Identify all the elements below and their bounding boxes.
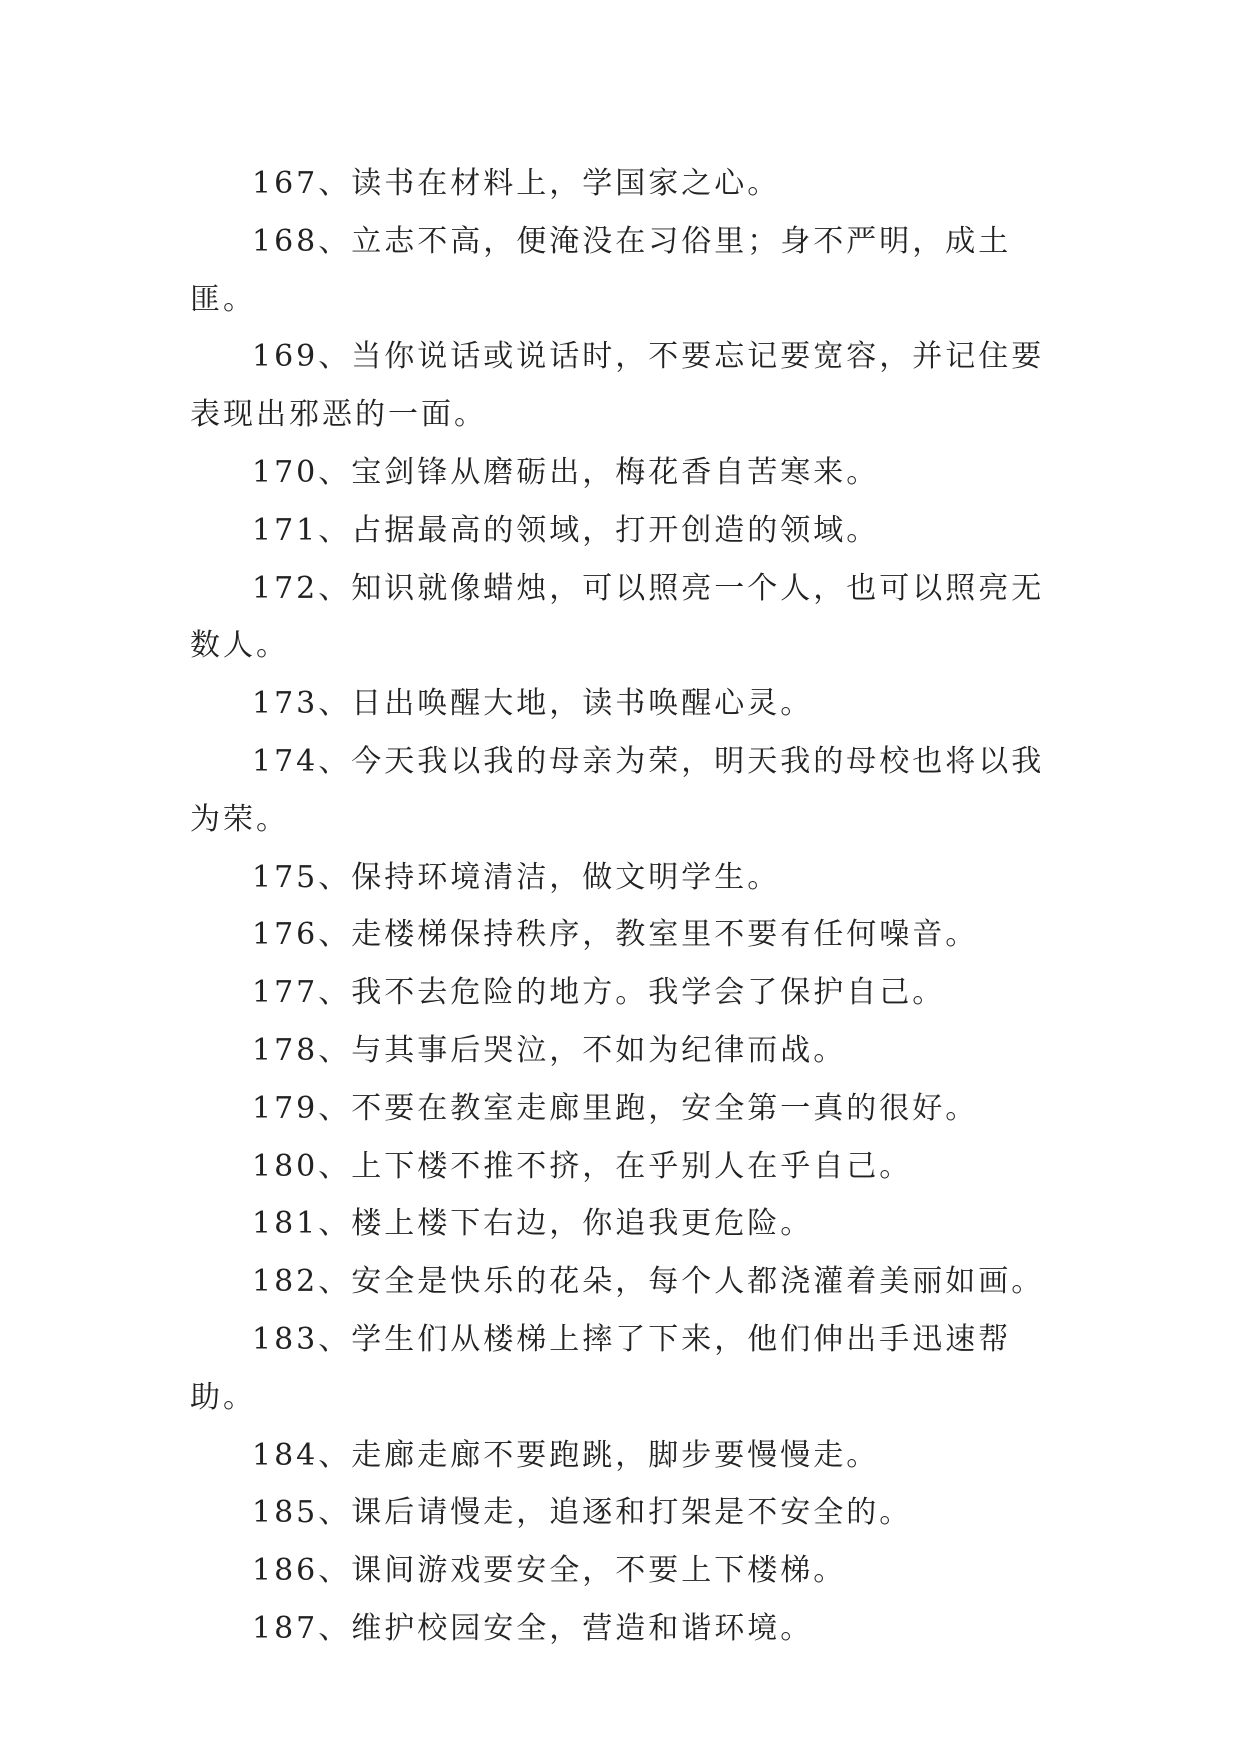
list-item: 176、走楼梯保持秩序，教室里不要有任何噪音。 [252,917,979,953]
list-item: 173、日出唤醒大地，读书唤醒心灵。 [252,686,814,722]
list-item: 179、不要在教室走廊里跑，安全第一真的很好。 [252,1090,979,1126]
list-item: 174、今天我以我的母亲为荣，明天我的母校也将以我为荣。 [190,743,1045,837]
list-item: 178、与其事后哭泣，不如为纪律而战。 [252,1032,847,1068]
list-item: 170、宝剑锋从磨砺出，梅花香自苦寒来。 [252,454,880,490]
list-item: 180、上下楼不推不挤，在乎别人在乎自己。 [252,1148,913,1184]
list-item: 185、课后请慢走，追逐和打架是不安全的。 [252,1495,913,1531]
list-item: 184、走廊走廊不要跑跳，脚步要慢慢走。 [252,1437,880,1473]
list-item: 171、占据最高的领域，打开创造的领域。 [252,512,880,548]
list-item: 177、我不去危险的地方。我学会了保护自己。 [252,975,946,1011]
list-item: 175、保持环境清洁，做文明学生。 [252,859,781,895]
list-item: 169、当你说话或说话时，不要忘记要宽容，并记住要表现出邪恶的一面。 [190,339,1045,433]
list-item: 186、课间游戏要安全，不要上下楼梯。 [252,1553,847,1589]
list-item: 183、学生们从楼梯上摔了下来，他们伸出手迅速帮助。 [190,1321,1012,1415]
list-item: 181、楼上楼下右边，你追我更危险。 [252,1206,814,1242]
list-item: 167、读书在材料上，学国家之心。 [252,166,781,201]
list-item: 172、知识就像蜡烛，可以照亮一个人，也可以照亮无数人。 [190,570,1045,664]
document-body [190,155,1070,1658]
list-item: 187、维护校园安全，营造和谐环境。 [252,1610,814,1646]
list-item: 168、立志不高，便淹没在习俗里；身不严明，成土匪。 [190,223,1012,317]
list-item: 182、安全是快乐的花朵，每个人都浇灌着美丽如画。 [252,1264,1045,1300]
